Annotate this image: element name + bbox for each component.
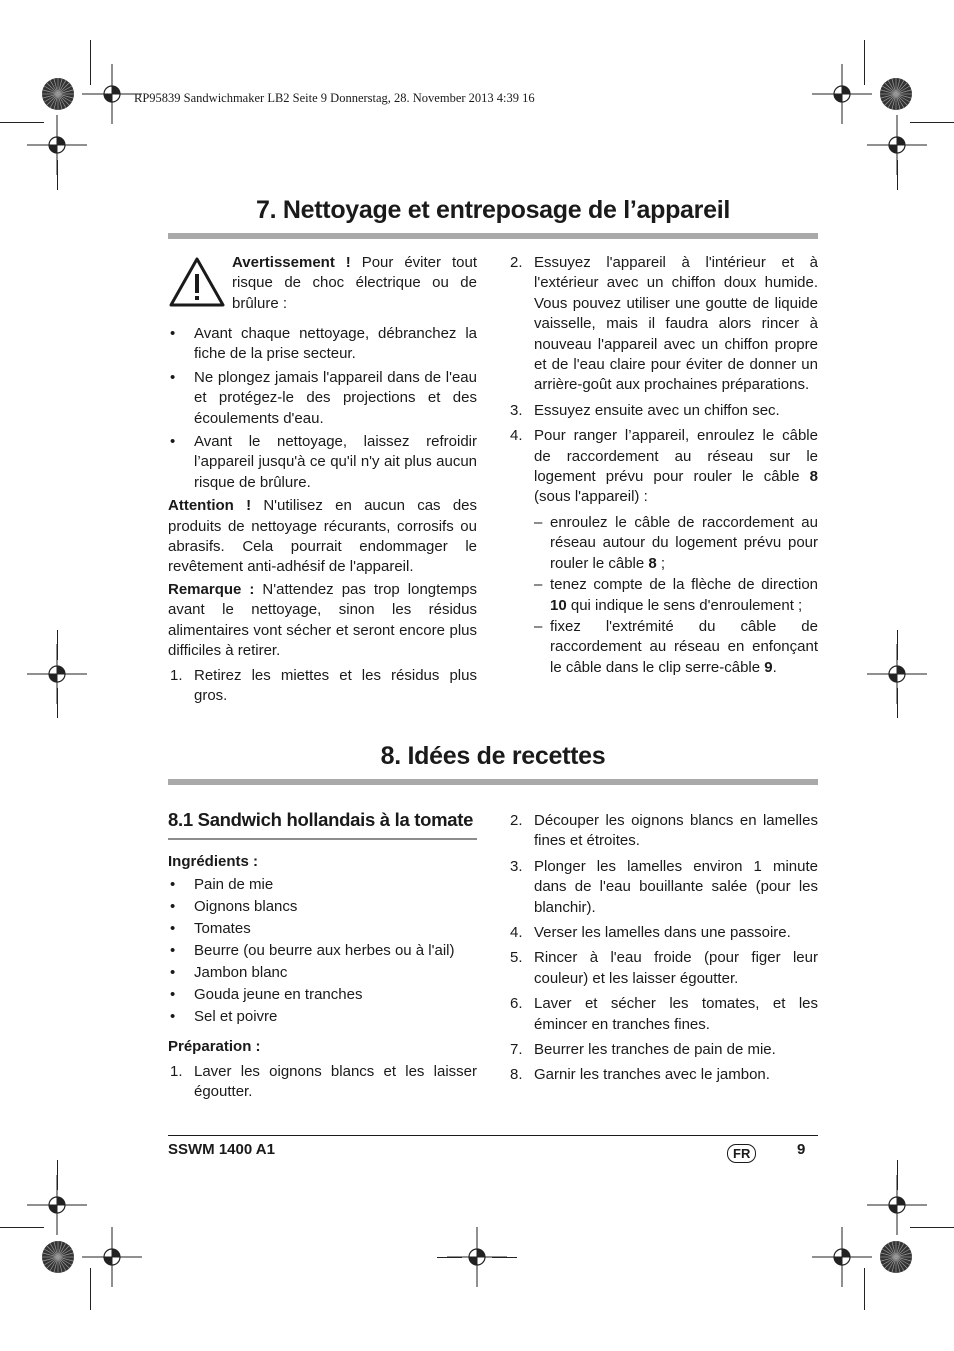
attention-paragraph	[168, 496, 477, 578]
list-text: Plonger les lamelles environ 1 minute dans de l'eau bouillante salée (pour les blanchir).	[534, 857, 818, 916]
step-text: Essuyez ensuite avec un chiffon sec.	[534, 401, 780, 419]
attention-text: N'utilisez en aucun cas des produits de nettoyage récurants, corrosifs ou abrasifs. Cela pourrait endommager le revêtement anti-adhésif de l'appareil.	[168, 497, 477, 576]
sub-text: .	[772, 658, 777, 676]
warning-triangle-icon	[168, 256, 226, 308]
crop-line	[897, 1160, 898, 1190]
preparation-steps-left	[168, 1062, 477, 1103]
step-number: 3.	[510, 401, 523, 419]
crop-line	[897, 160, 898, 190]
list-marker: 5.	[510, 949, 523, 967]
list-item	[168, 919, 477, 939]
list-text: Jambon blanc	[194, 963, 288, 981]
bullet-text: Ne plongez jamais l'appareil dans de l'eau et protégez-le des projections et des écoulements d'eau.	[194, 368, 477, 427]
registration-starburst-icon	[41, 77, 75, 111]
list-item	[508, 811, 818, 852]
list-marker: •	[170, 1007, 176, 1025]
crop-line	[492, 1257, 517, 1258]
sub-item	[534, 513, 818, 574]
list-text: Oignons blancs	[194, 897, 298, 915]
list-item	[508, 1065, 818, 1085]
crop-line	[864, 1268, 865, 1310]
list-marker: •	[170, 875, 176, 893]
list-item	[508, 1040, 818, 1060]
warning-label: Avertissement !	[232, 254, 351, 271]
registration-crosshair-icon	[82, 1227, 142, 1287]
list-item	[168, 941, 477, 961]
sub-text: qui indique le sens d'enroulement ;	[566, 596, 803, 614]
sub-item	[534, 617, 818, 678]
part-ref: 8	[809, 468, 818, 486]
crop-line	[57, 630, 58, 660]
list-text: Beurrer les tranches de pain de mie.	[534, 1041, 776, 1059]
warning-text: Pour éviter tout risque de choc électrique ou de brûlure :	[232, 254, 477, 312]
list-item	[508, 857, 818, 918]
remarque-paragraph	[168, 580, 477, 662]
list-item	[168, 324, 477, 365]
step-text: Essuyez l'appareil à l'intérieur et à l'extérieur avec un chiffon doux humide. Vous pouvez utiliser une goutte de liquide vaisselle, mais il faudra alors rincer à nouveau l'appareil avec un chiffon propre et de l'eau claire pour éviter de donner un arrière-goût aux prochaines préparations.	[534, 254, 818, 394]
list-item	[508, 426, 818, 508]
step-number: 4.	[510, 427, 523, 445]
sub-text: enroulez le câble de raccordement au réseau autour du logement prévu pour rouler le câble	[550, 513, 818, 572]
crop-line	[864, 40, 865, 85]
list-marker: •	[170, 963, 176, 981]
section-8-rule	[168, 779, 818, 785]
bullet-text: Avant le nettoyage, laissez refroidir l’appareil jusqu'à ce qu'il n'y ait plus aucun risque de brûlure.	[194, 433, 477, 491]
list-text: Gouda jeune en tranches	[194, 985, 363, 1003]
dash-mark: –	[534, 513, 543, 531]
list-item	[508, 948, 818, 989]
list-item	[508, 923, 818, 943]
list-marker: •	[170, 941, 176, 959]
list-item	[168, 432, 477, 493]
registration-crosshair-icon	[812, 64, 872, 124]
crop-line	[90, 40, 91, 85]
list-text: Garnir les tranches avec le jambon.	[534, 1066, 770, 1084]
list-item	[508, 401, 818, 421]
bullet-text: Avant chaque nettoyage, débranchez la fiche de la prise secteur.	[194, 325, 477, 363]
list-text: Rincer à l'eau froide (pour figer leur couleur) et les laisser égoutter.	[534, 949, 818, 987]
page-number: 9	[797, 1141, 806, 1158]
ingredients-label: Ingrédients :	[168, 853, 259, 871]
list-item	[168, 368, 477, 429]
crop-line	[57, 1160, 58, 1190]
registration-crosshair-icon	[812, 1227, 872, 1287]
registration-starburst-icon	[879, 1240, 913, 1274]
list-item	[168, 985, 477, 1005]
list-item	[168, 963, 477, 983]
sub-list	[508, 513, 818, 678]
crop-line	[90, 1268, 91, 1310]
list-item	[168, 897, 477, 917]
step-text: (sous l'appareil) :	[534, 488, 648, 506]
section-8-left-column	[168, 810, 477, 1105]
bullet-mark: •	[170, 325, 176, 342]
registration-starburst-icon	[879, 77, 913, 111]
list-item	[508, 994, 818, 1035]
list-text: Découper les oignons blancs en lamelles fines et étroites.	[534, 812, 818, 850]
list-item	[168, 875, 477, 895]
remarque-text: N'attendez pas trop longtemps avant le nettoyage, sinon les résidus alimentaires vont sécher et seront encore plus difficiles à retirer.	[168, 580, 477, 660]
part-ref: 10	[550, 596, 567, 614]
list-marker: 3.	[510, 857, 523, 875]
preparation-steps-right	[508, 811, 818, 1091]
ingredients-list	[168, 875, 477, 1027]
warning-paragraph	[232, 253, 477, 314]
list-marker: •	[170, 897, 176, 915]
dash-mark: –	[534, 576, 543, 594]
crop-line	[57, 688, 58, 718]
bullet-mark: •	[170, 368, 176, 386]
list-text: Laver et sécher les tomates, et les émincer en tranches fines.	[534, 995, 818, 1033]
remarque-label: Remarque :	[168, 580, 255, 598]
crop-line	[897, 630, 898, 660]
list-marker: 8.	[510, 1066, 523, 1084]
part-ref: 8	[648, 554, 657, 572]
list-item	[508, 253, 818, 396]
section-8-title: 8. Idées de recettes	[380, 742, 606, 770]
step-number: 1.	[170, 666, 183, 684]
part-ref: 9	[764, 658, 773, 676]
crop-line	[910, 122, 954, 123]
list-marker: 4.	[510, 924, 523, 942]
footer-rule	[168, 1135, 818, 1136]
sub-text: fixez l'extrémité du câble de raccordement au réseau en enfonçant le câble dans le clip serre-câble	[550, 617, 818, 676]
dash-mark: –	[534, 617, 543, 635]
list-marker: •	[170, 919, 176, 937]
list-marker: 6.	[510, 995, 523, 1013]
bullet-mark: •	[170, 433, 176, 451]
step-text: Pour ranger l’appareil, enroulez le câble de raccordement au réseau sur le logement prévu pour rouler le câble	[534, 427, 818, 486]
subtitle-rule	[168, 838, 477, 840]
list-marker: 1.	[170, 1062, 183, 1080]
footer-model: SSWM 1400 A1	[168, 1141, 275, 1158]
crop-line	[57, 160, 58, 190]
list-item	[168, 1062, 477, 1103]
section-7-title: 7. Nettoyage et entreposage de l’appareil	[256, 196, 730, 224]
crop-line	[0, 122, 44, 123]
registration-crosshair-icon	[82, 64, 142, 124]
language-badge: FR	[727, 1144, 756, 1163]
registration-starburst-icon	[41, 1240, 75, 1274]
print-header-line: RP95839 Sandwichmaker LB2 Seite 9 Donnerstag, 28. November 2013 4:39 16	[134, 91, 535, 105]
crop-line	[910, 1227, 954, 1228]
sub-text: ;	[656, 554, 666, 572]
crop-line	[897, 688, 898, 718]
section-7-rule	[168, 233, 818, 239]
recipe-subtitle: 8.1 Sandwich hollandais à la tomate	[168, 809, 474, 830]
section-7-right-column	[508, 253, 818, 679]
list-text: Laver les oignons blancs et les laisser égoutter.	[194, 1062, 477, 1101]
list-marker: 7.	[510, 1041, 523, 1059]
step-text: Retirez les miettes et les résidus plus gros.	[194, 666, 477, 704]
list-text: Beurre (ou beurre aux herbes ou à l'ail)	[194, 941, 455, 959]
crop-line	[437, 1257, 462, 1258]
sub-text: tenez compte de la flèche de direction	[550, 576, 818, 594]
list-text: Tomates	[194, 919, 251, 937]
attention-label: Attention !	[168, 497, 252, 515]
preparation-label: Préparation :	[168, 1038, 261, 1056]
crop-line	[0, 1227, 44, 1228]
list-marker: 2.	[510, 812, 523, 829]
list-text: Sel et poivre	[194, 1007, 278, 1025]
sub-item	[534, 575, 818, 616]
step-number: 2.	[510, 254, 523, 271]
list-text: Verser les lamelles dans une passoire.	[534, 924, 791, 942]
list-item	[168, 1007, 477, 1027]
warning-block	[168, 253, 477, 319]
list-text: Pain de mie	[194, 875, 274, 893]
list-marker: •	[170, 985, 176, 1003]
section-7-left-column	[168, 253, 477, 709]
list-item	[168, 666, 477, 707]
